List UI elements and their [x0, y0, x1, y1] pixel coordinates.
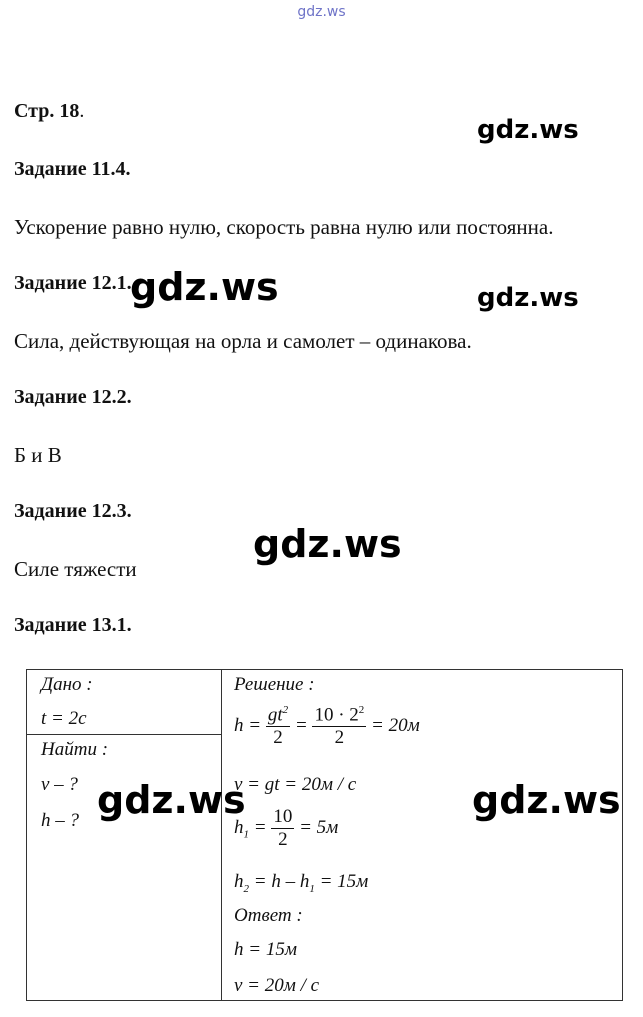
- task-11-4-heading: Задание 11.4.: [14, 158, 131, 180]
- find-h: h – ?: [41, 810, 79, 831]
- answer-h: h = 15м: [234, 939, 297, 960]
- page-heading: Стр. 18.: [14, 100, 85, 122]
- watermark: gdz.ws: [253, 522, 402, 566]
- solution-label: Решение :: [234, 674, 315, 695]
- formula-h2: $h_2 = h - h_1 = 15м$: [234, 871, 369, 895]
- task-13-1-heading: Задание 13.1.: [14, 614, 132, 636]
- given-t: t = 2с: [41, 708, 87, 729]
- answer-v: v = 20м / с: [234, 975, 320, 996]
- task-12-1-answer: Сила, действующая на орла и самолет – одинакова.: [14, 329, 472, 353]
- given-label: Дано :: [41, 674, 93, 695]
- watermark: gdz.ws: [477, 283, 579, 313]
- watermark-top: gdz.ws: [297, 4, 346, 20]
- solution-table: [26, 669, 623, 1001]
- solution-cell: [222, 670, 623, 1001]
- formula-h: h = $\frac{gt^2}{2}$ = $\frac{10 \cdot 2^2}{2}$ = 20м: [234, 704, 420, 749]
- task-11-4-answer: Ускорение равно нулю, скорость равна нулю или постоянна.: [14, 215, 554, 239]
- task-12-1-heading: Задание 12.1.: [14, 272, 132, 294]
- find-v: v – ?: [41, 774, 78, 795]
- task-12-2-heading: Задание 12.2.: [14, 386, 132, 408]
- given-cell: [27, 670, 222, 1001]
- answer-label: Ответ :: [234, 905, 303, 926]
- task-12-2-answer: Б и В: [14, 443, 62, 467]
- formula-v: v = gt = 20м / с: [234, 774, 357, 795]
- given-divider: [27, 734, 221, 735]
- formula-h1: $h_1$ = $\frac{10}{2}$ = 5м: [234, 806, 339, 850]
- find-label: Найти :: [41, 739, 109, 760]
- task-12-3-heading: Задание 12.3.: [14, 500, 132, 522]
- task-12-3-answer: Силе тяжести: [14, 557, 137, 581]
- watermark: gdz.ws: [472, 778, 621, 822]
- watermark: gdz.ws: [97, 778, 246, 822]
- watermark: gdz.ws: [477, 115, 579, 145]
- watermark: gdz.ws: [130, 265, 279, 309]
